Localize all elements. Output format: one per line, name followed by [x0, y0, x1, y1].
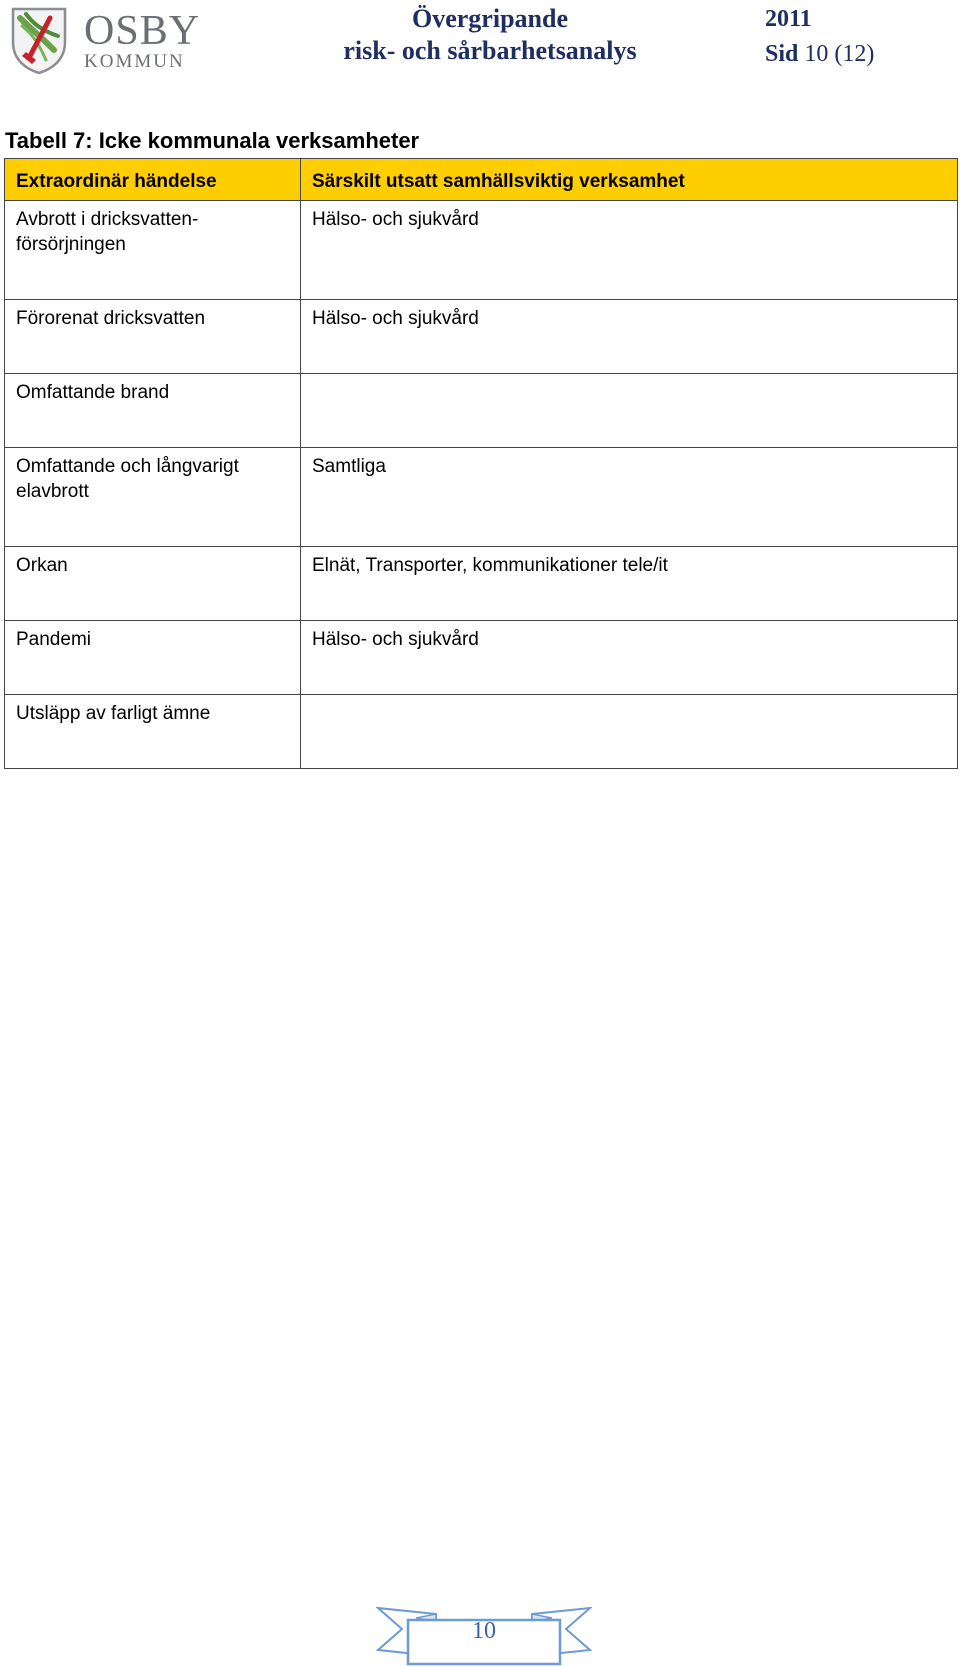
cell-event: Omfattande och långvarigt elavbrott: [5, 448, 301, 547]
table-header-row: [5, 159, 958, 201]
events-table: [4, 158, 958, 769]
logo-kommun-text: KOMMUN: [84, 51, 185, 72]
page-footer: [376, 1600, 592, 1667]
table-row: [5, 695, 958, 769]
document-title-line1: Övergripande: [412, 4, 568, 33]
document-title: [280, 3, 700, 67]
cell-sector: Samtliga: [301, 448, 958, 547]
page-label: Sid: [765, 41, 799, 67]
page-header: [0, 0, 960, 90]
table-row: [5, 547, 958, 621]
document-year: 2011: [765, 6, 812, 32]
cell-sector: Elnät, Transporter, kommunikationer tele/it: [301, 547, 958, 621]
table-row: [5, 300, 958, 374]
header-event: Extraordinär händelse: [5, 159, 301, 201]
table-caption: Tabell 7: Icke kommunala verksamheter: [5, 128, 420, 153]
cell-event: [5, 201, 301, 300]
event-line2: försörjningen: [16, 234, 126, 255]
coat-of-arms-icon: [10, 6, 68, 74]
osby-logo: [10, 6, 201, 78]
cell-sector: Hälso- och sjukvård: [301, 201, 958, 300]
cell-event: Omfattande brand: [5, 374, 301, 448]
document-title-line2: risk- och sårbarhetsanalys: [343, 36, 637, 65]
logo-osby-text: OSBY: [84, 8, 201, 54]
table-row: [5, 374, 958, 448]
table-row: [5, 448, 958, 547]
cell-event: Utsläpp av farligt ämne: [5, 695, 301, 769]
header-sector: Särskilt utsatt samhällsviktig verksamhet: [301, 159, 958, 201]
page-value: 10 (12): [804, 41, 875, 67]
cell-event: Pandemi: [5, 621, 301, 695]
footer-page-number: 10: [472, 1618, 496, 1644]
cell-sector: [301, 695, 958, 769]
cell-event: Orkan: [5, 547, 301, 621]
event-line1: Avbrott i dricksvatten-: [16, 209, 199, 230]
table-row: [5, 201, 958, 300]
cell-sector: [301, 374, 958, 448]
cell-sector: Hälso- och sjukvård: [301, 300, 958, 374]
cell-sector: Hälso- och sjukvård: [301, 621, 958, 695]
table-row: [5, 621, 958, 695]
page-indicator: [765, 38, 874, 70]
cell-event: Förorenat dricksvatten: [5, 300, 301, 374]
